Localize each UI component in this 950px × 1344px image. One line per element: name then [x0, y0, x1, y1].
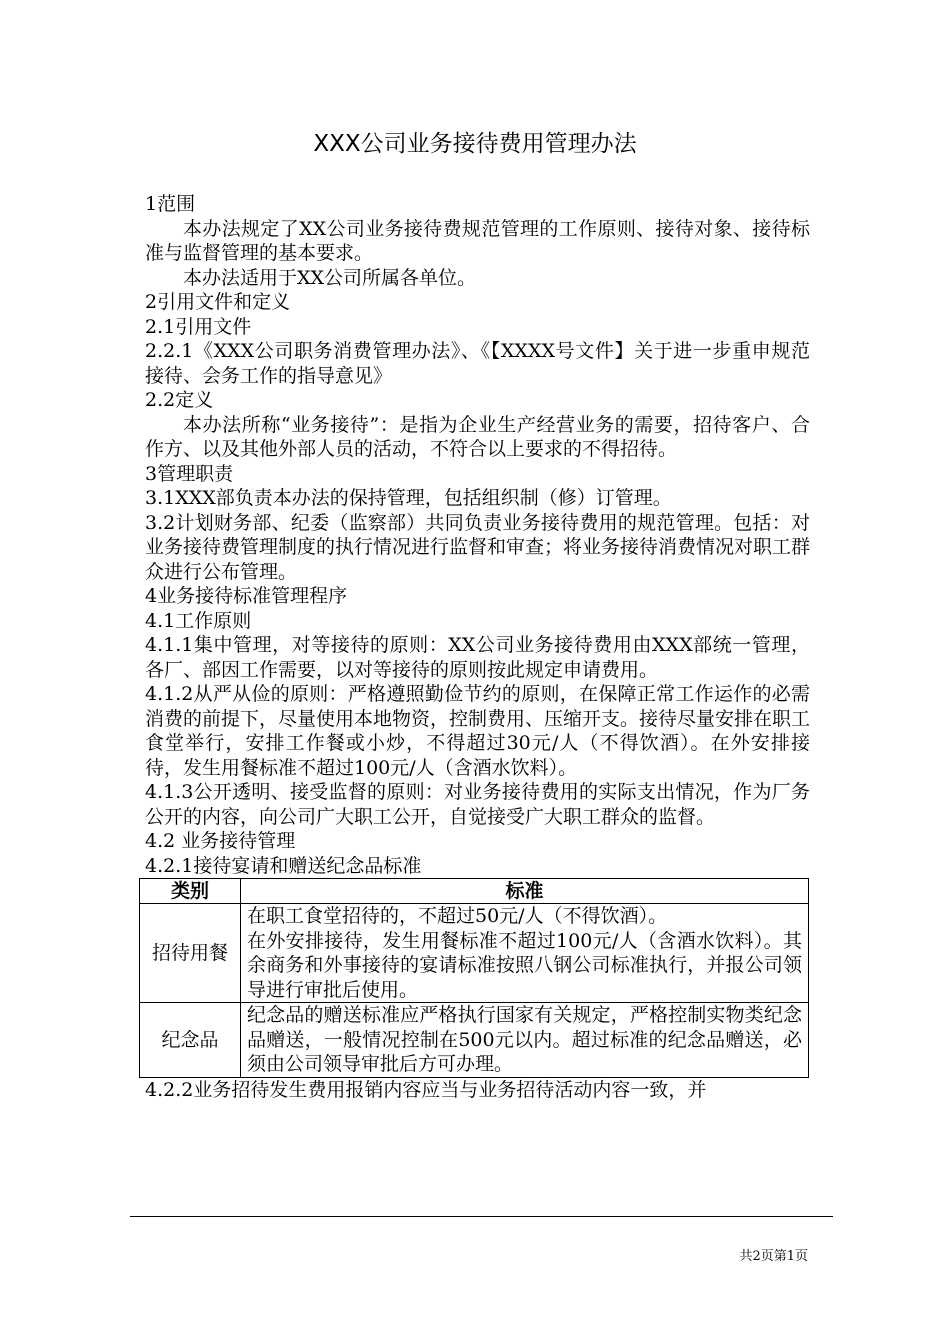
- paragraph: 2.2.1《XXX公司职务消费管理办法》、《【XXXX号文件】关于进一步重申规范接待、会务工作的指导意见》: [145, 340, 810, 387]
- paragraph: 4.1.2从严从俭的原则：严格遵照勤俭节约的原则，在保障正常工作运作的必需消费的前提下，尽量使用本地物资，控制费用、压缩开支。接待尽量安排在职工食堂举行，安排工作餐或小炒，不得超过30元/人（不得饮酒）。在外安排接待，发生用餐标准不超过100元/人（含酒水饮料）。: [145, 683, 811, 779]
- standards-table: [139, 878, 809, 1078]
- table-row: [140, 904, 809, 1003]
- paragraph: 本办法所称“业务接待”：是指为企业生产经营业务的需要，招待客户、合作方、以及其他外部人员的活动，不符合以上要求的不得招待。: [145, 413, 810, 460]
- page-number: 共2页第1页: [739, 1249, 808, 1264]
- table-cell-line: 在外安排接待，发生用餐标准不超过100元/人（含酒水饮料）。其余商务和外事接待的宴请标准按照八钢公司标准执行，并报公司领导进行审批后使用。: [247, 929, 802, 1001]
- table-header-standard: 标准: [241, 879, 809, 904]
- subsection-heading: 2.2定义: [145, 389, 214, 411]
- paragraph: 3.1XXX部负责本办法的保持管理，包括组织制（修）订管理。: [145, 487, 672, 509]
- table-header-category: 类别: [140, 879, 241, 904]
- table-cell-standard: [241, 1003, 809, 1078]
- footer-divider: [130, 1216, 833, 1217]
- paragraph: 本办法适用于XX公司所属各单位。: [183, 266, 477, 289]
- table-cell-line: 纪念品的赠送标准应严格执行国家有关规定，严格控制实物类纪念品赠送，一般情况控制在500元以内。超过标准的纪念品赠送，必须由公司领导审批后方可办理。: [247, 1004, 802, 1075]
- document-title: XXX公司业务接待费用管理办法: [313, 131, 637, 157]
- document-body: [145, 192, 810, 1102]
- table-cell-category: 招待用餐: [140, 904, 241, 1003]
- section-heading: 2引用文件和定义: [145, 291, 291, 313]
- subsection-heading: 4.2 业务接待管理: [145, 830, 296, 852]
- table-row: [140, 1003, 809, 1078]
- paragraph: 4.2.2业务招待发生费用报销内容应当与业务招待活动内容一致，并: [145, 1078, 707, 1101]
- paragraph: 4.1.3公开透明、接受监督的原则：对业务接待费用的实际支出情况，作为厂务公开的内容，向公司广大职工公开，自觉接受广大职工群众的监督。: [145, 781, 810, 828]
- paragraph: 4.2.1接待宴请和赠送纪念品标准: [145, 854, 422, 877]
- section-heading: 1范围: [145, 193, 196, 215]
- section-heading: 3管理职责: [145, 462, 234, 485]
- paragraph: 3.2计划财务部、纪委（监察部）共同负责业务接待费用的规范管理。包括：对业务接待费管理制度的执行情况进行监督和审查；将业务接待消费情况对职工群众进行公布管理。: [145, 511, 811, 583]
- subsection-heading: 4.1工作原则: [145, 609, 252, 632]
- table-cell-line: 在职工食堂招待的，不超过50元/人（不得饮酒）。: [247, 905, 668, 927]
- paragraph: 4.1.1集中管理，对等接待的原则：XX公司业务接待费用由XXX部统一管理，各厂、部因工作需要，以对等接待的原则按此规定申请费用。: [145, 634, 810, 681]
- table-cell-category: 纪念品: [140, 1003, 241, 1078]
- paragraph: 本办法规定了XX公司业务接待费规范管理的工作原则、接待对象、接待标准与监督管理的基本要求。: [145, 217, 810, 264]
- subsection-heading: 2.1引用文件: [145, 315, 252, 338]
- section-heading: 4业务接待标准管理程序: [145, 585, 348, 607]
- table-header-row: [140, 879, 809, 904]
- table-cell-standard: [241, 904, 809, 1003]
